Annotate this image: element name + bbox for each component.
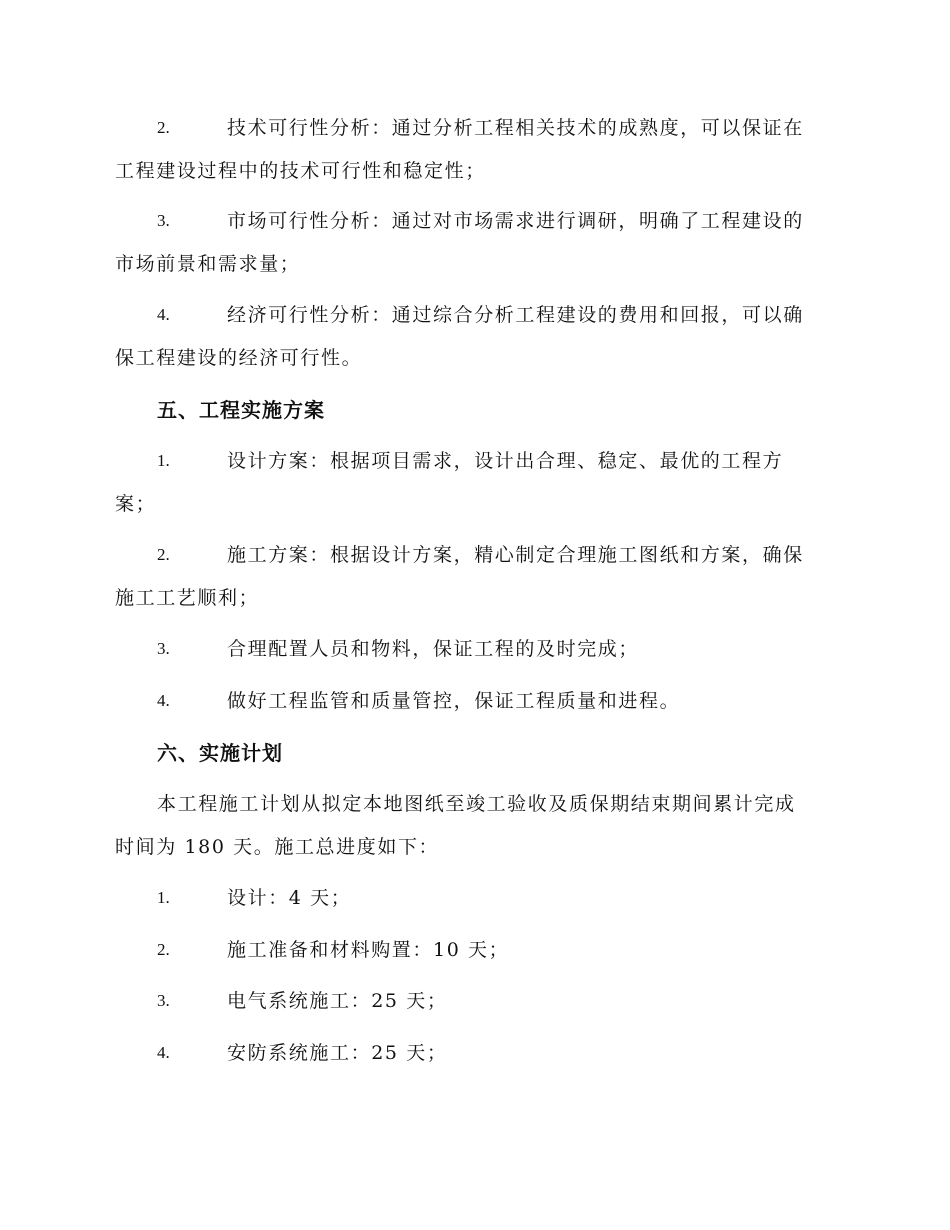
list-number: 2. — [157, 118, 170, 137]
list-item-text: 施工准备和材料购置：10 天； — [227, 939, 510, 961]
list-number: 3. — [157, 211, 170, 230]
list-number: 1. — [157, 888, 170, 907]
list-item-text: 施工方案：根据设计方案，精心制定合理施工图纸和方案，确保 — [227, 544, 804, 566]
section-heading: 五、工程实施方案 — [157, 398, 325, 422]
list-item-text: 设计方案：根据项目需求，设计出合理、稳定、最优的工程方 — [227, 450, 784, 472]
paragraph-text: 本工程施工计划从拟定本地图纸至竣工验收及质保期结束期间累计完成 — [157, 793, 796, 815]
list-item-text: 设计：4 天； — [227, 887, 352, 909]
list-item-text: 合理配置人员和物料，保证工程的及时完成； — [227, 638, 640, 660]
list-item-text-cont: 市场前景和需求量； — [115, 253, 301, 275]
list-item-text: 技术可行性分析：通过分析工程相关技术的成熟度，可以保证在 — [227, 117, 804, 139]
list-number: 2. — [157, 545, 170, 564]
list-number: 1. — [157, 451, 170, 470]
list-number: 2. — [157, 940, 170, 959]
list-item-text: 经济可行性分析：通过综合分析工程建设的费用和回报，可以确 — [227, 304, 804, 326]
list-number: 3. — [157, 639, 170, 658]
list-item-text-cont: 施工工艺顺利； — [115, 587, 260, 609]
list-item-text: 做好工程监管和质量管控，保证工程质量和进程。 — [227, 690, 681, 712]
list-item-text: 安防系统施工：25 天； — [227, 1042, 448, 1064]
section-heading: 六、实施计划 — [157, 741, 283, 765]
list-number: 4. — [157, 305, 170, 324]
list-item-text-cont: 保工程建设的经济可行性。 — [115, 347, 363, 369]
list-number: 3. — [157, 991, 170, 1010]
list-number: 4. — [157, 1043, 170, 1062]
list-item-text: 电气系统施工：25 天； — [227, 990, 448, 1012]
list-item-text-cont: 案； — [115, 493, 157, 515]
paragraph-text-cont: 时间为 180 天。施工总进度如下： — [115, 836, 440, 858]
list-number: 4. — [157, 691, 170, 710]
list-item-text-cont: 工程建设过程中的技术可行性和稳定性； — [115, 160, 486, 182]
list-item-text: 市场可行性分析：通过对市场需求进行调研，明确了工程建设的 — [227, 210, 804, 232]
